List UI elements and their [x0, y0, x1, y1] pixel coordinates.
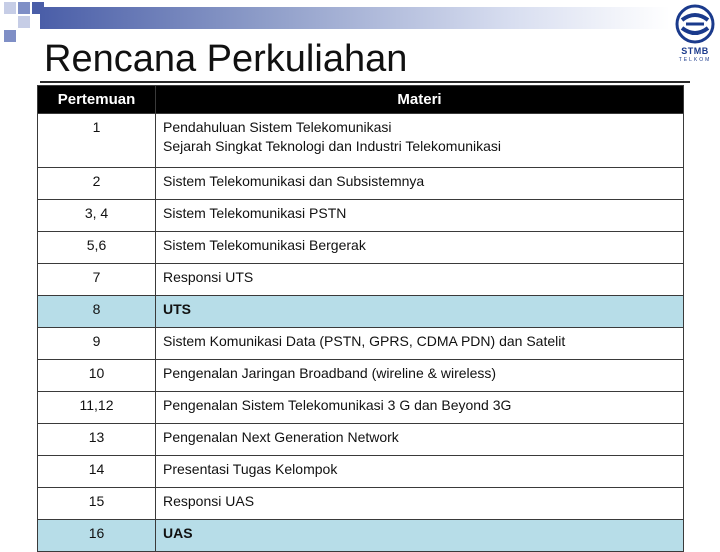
- pertemuan-cell: 7: [38, 264, 156, 296]
- materi-cell: Sistem Telekomunikasi Bergerak: [156, 232, 684, 264]
- pertemuan-cell: 3, 4: [38, 200, 156, 232]
- table-row: [38, 328, 684, 360]
- pertemuan-cell: 16: [38, 520, 156, 552]
- pertemuan-cell: 15: [38, 488, 156, 520]
- materi-cell: Pengenalan Jaringan Broadband (wireline & wireless): [156, 360, 684, 392]
- materi-cell: Sistem Komunikasi Data (PSTN, GPRS, CDMA PDN) dan Satelit: [156, 328, 684, 360]
- materi-cell: Sistem Telekomunikasi PSTN: [156, 200, 684, 232]
- pertemuan-cell: 2: [38, 168, 156, 200]
- table-row: [38, 264, 684, 296]
- table-row: [38, 424, 684, 456]
- table-row: [38, 488, 684, 520]
- table-row-highlighted: [38, 520, 684, 552]
- pertemuan-cell: 11,12: [38, 392, 156, 424]
- table-row-highlighted: [38, 296, 684, 328]
- pertemuan-cell: 9: [38, 328, 156, 360]
- logo-subtext: TELKOM: [678, 57, 712, 63]
- materi-cell: Sistem Telekomunikasi dan Subsistemnya: [156, 168, 684, 200]
- materi-line: Sejarah Singkat Teknologi dan Industri Telekomunikasi: [163, 138, 502, 154]
- table-row: [38, 168, 684, 200]
- table-row: [38, 456, 684, 488]
- materi-cell: UAS: [156, 520, 684, 552]
- header-materi: Materi: [156, 86, 684, 114]
- materi-cell: Responsi UAS: [156, 488, 684, 520]
- table-row: [38, 114, 684, 168]
- table-row: [38, 200, 684, 232]
- pertemuan-cell: 13: [38, 424, 156, 456]
- materi-line: Pendahuluan Sistem Telekomunikasi: [163, 119, 392, 135]
- pertemuan-cell: 8: [38, 296, 156, 328]
- title-divider: [40, 81, 690, 83]
- pertemuan-cell: 10: [38, 360, 156, 392]
- pertemuan-cell: 14: [38, 456, 156, 488]
- header-band: [40, 7, 670, 29]
- materi-cell: Presentasi Tugas Kelompok: [156, 456, 684, 488]
- page-title: Rencana Perkuliahan: [44, 38, 408, 80]
- schedule-table: [37, 85, 684, 552]
- materi-cell: [156, 114, 684, 168]
- pertemuan-cell: 5,6: [38, 232, 156, 264]
- header-pertemuan: Pertemuan: [38, 86, 156, 114]
- table-header-row: [38, 86, 684, 114]
- logo-wordmark: STMB: [681, 46, 709, 56]
- materi-cell: Responsi UTS: [156, 264, 684, 296]
- table-row: [38, 360, 684, 392]
- table-row: [38, 392, 684, 424]
- materi-cell: Pengenalan Sistem Telekomunikasi 3 G dan Beyond 3G: [156, 392, 684, 424]
- table-row: [38, 232, 684, 264]
- materi-cell: UTS: [156, 296, 684, 328]
- pertemuan-cell: 1: [38, 114, 156, 168]
- materi-cell: Pengenalan Next Generation Network: [156, 424, 684, 456]
